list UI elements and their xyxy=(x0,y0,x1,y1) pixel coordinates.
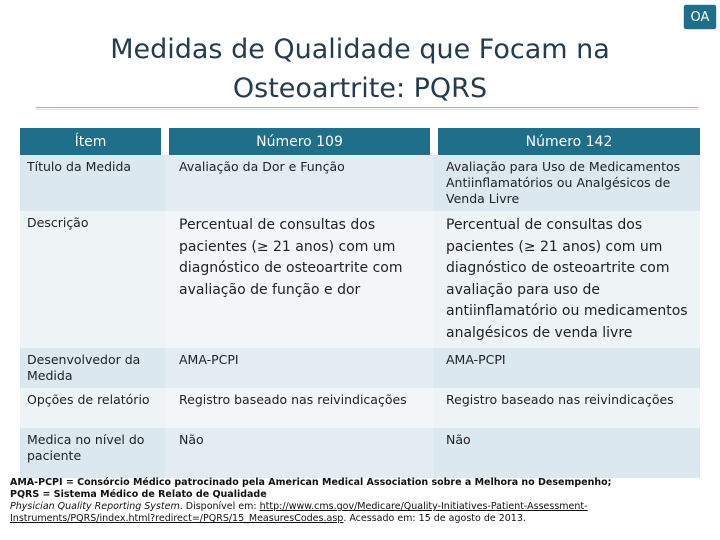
cell-109: AMA-PCPI xyxy=(165,348,434,388)
footnote-abbrev-1: AMA-PCPI = Consórcio Médico patrocinado pela American Medical Association sobre a Melhora no Desempenho; xyxy=(10,477,612,488)
source-title: Physician Quality Reporting System xyxy=(10,501,180,512)
title-line-2: Osteoartrite: PQRS xyxy=(232,73,488,104)
source-available: . Disponível em: xyxy=(179,501,260,512)
table-row xyxy=(20,348,700,388)
table-header-row xyxy=(20,128,700,155)
header-number-142: Número 142 xyxy=(434,128,700,155)
cell-109: Avaliação da Dor e Função xyxy=(165,155,434,211)
cell-142: Avaliação para Uso de Medicamentos Antiinflamatórios ou Analgésicos de Venda Livre xyxy=(434,155,700,211)
cell-142: AMA-PCPI xyxy=(434,348,700,388)
cell-109: Não xyxy=(165,428,434,478)
table-row xyxy=(20,428,700,478)
row-label: Título da Medida xyxy=(20,155,165,211)
row-label: Medica no nível do paciente xyxy=(20,428,165,478)
footnote xyxy=(10,477,710,525)
header-item: Ítem xyxy=(20,128,165,155)
row-label: Descrição xyxy=(20,211,165,348)
slide-title xyxy=(40,30,680,108)
footnote-source xyxy=(10,501,710,525)
cell-109: Percentual de consultas dos pacientes (≥ 21 anos) com um diagnóstico de osteoartrite com avaliação de função e dor xyxy=(165,211,434,348)
row-label: Opções de relatório xyxy=(20,388,165,428)
table-row xyxy=(20,388,700,428)
measures-table xyxy=(20,128,700,478)
title-divider-shadow xyxy=(36,109,698,110)
footnote-abbrev-2: PQRS = Sistema Médico de Relato de Qualidade xyxy=(10,489,267,500)
title-line-1: Medidas de Qualidade que Focam na xyxy=(110,34,610,65)
source-accessed: . Acessado em: 15 de agosto de 2013. xyxy=(343,513,526,524)
cell-142: Não xyxy=(434,428,700,478)
oa-badge: OA xyxy=(683,4,717,30)
row-label: Desenvolvedor da Medida xyxy=(20,348,165,388)
title-divider xyxy=(36,107,698,108)
source-url-link[interactable]: http://www.cms.gov/Medicare/Quality-Initiatives-Patient-Assessment-Instruments/PQRS/index.html?redirect=/PQRS/15_MeasuresCodes.asp xyxy=(10,501,588,524)
header-number-109: Número 109 xyxy=(165,128,434,155)
cell-142: Registro baseado nas reivindicações xyxy=(434,388,700,428)
table-row xyxy=(20,155,700,211)
table-row xyxy=(20,211,700,348)
cell-142: Percentual de consultas dos pacientes (≥ 21 anos) com um diagnóstico de osteoartrite com avaliação para uso de antiinflamatório ou medicamentos analgésicos de venda livre xyxy=(434,211,700,348)
cell-109: Registro baseado nas reivindicações xyxy=(165,388,434,428)
